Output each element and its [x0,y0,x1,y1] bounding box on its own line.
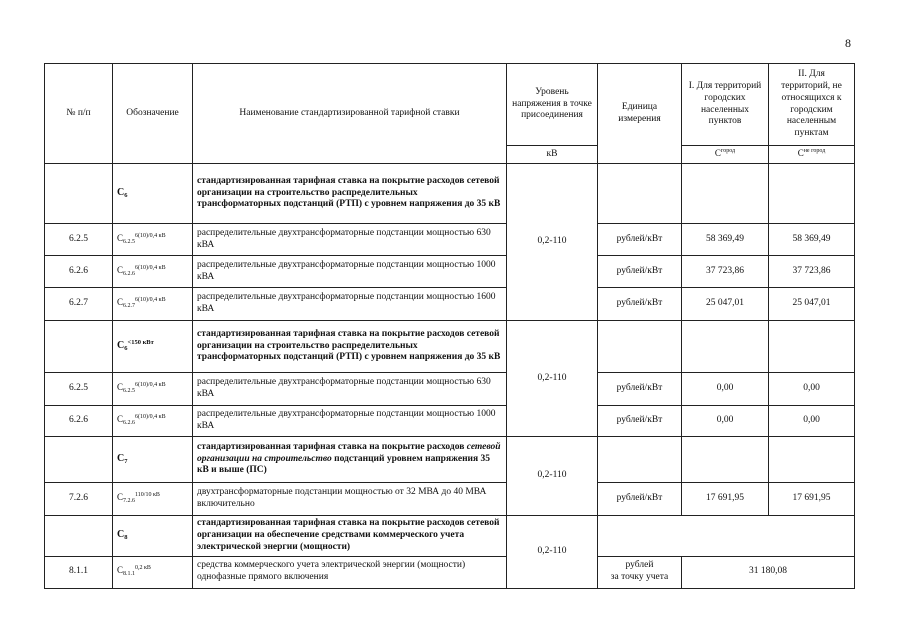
section-title: стандартизированная тарифная ставка на покрытие расходов сетевой организации на строительство распределительных трансформаторных подстанций (РТП) с уровнем напряжения до 35 кВ [193,321,507,373]
header-city: I. Для территорий городских населенных пунктов [682,64,769,146]
row-name: распределительные двухтрансформаторные подстанции мощностью 630 кВА [193,373,507,406]
row-name: распределительные двухтрансформаторные подстанции мощностью 630 кВА [193,224,507,256]
row-city-value: 0,00 [682,406,769,437]
section-code: $С_6^{<150 кВт}$ [113,321,193,373]
row-num: 6.2.5 [45,373,113,406]
row-unit: рублей за точку учета [598,556,682,588]
section-title: стандартизированная тарифная ставка на покрытие расходов сетевой организации на строительство распределительных трансформаторных подстанций (РТП) с уровнем напряжения до 35 кВ [193,164,507,224]
row-name: двухтрансформаторные подстанции мощностью от 32 МВА до 40 МВА включительно [193,483,507,516]
header-num: № п/п [45,64,113,164]
row-rural-value: 58 369,49 [769,224,855,256]
table-row [45,373,855,406]
header-unit: Единица измерения [598,64,682,164]
section-header-row [45,321,855,373]
row-name: распределительные двухтрансформаторные подстанции мощностью 1000 кВА [193,256,507,288]
voltage-unit: кВ [507,146,598,164]
section-code: $С_8$ [113,516,193,557]
row-unit: рублей/кВт [598,406,682,437]
voltage-cell: 0,2-110 [507,437,598,516]
table-row [45,256,855,288]
section-header-row [45,164,855,224]
row-code: $С_{6.2.6}^{6(10)/0,4 кВ}$ [113,256,193,288]
rural-symbol: $C^{не город}$ [769,146,855,164]
row-num: 7.2.6 [45,483,113,516]
row-rural-value: 0,00 [769,373,855,406]
section-code: $С_7$ [113,437,193,483]
row-rural-value: 37 723,86 [769,256,855,288]
row-num: 6.2.6 [45,406,113,437]
row-rural-value: 25 047,01 [769,288,855,321]
row-city-value: 25 047,01 [682,288,769,321]
section-title: стандартизированная тарифная ставка на покрытие расходов сетевой организации на обеспечение средствами коммерческого учета электрической энергии (мощности) [193,516,507,557]
row-unit: рублей/кВт [598,224,682,256]
row-unit: рублей/кВт [598,483,682,516]
table-row [45,288,855,321]
row-name: распределительные двухтрансформаторные подстанции мощностью 1000 кВА [193,406,507,437]
row-rural-value: 0,00 [769,406,855,437]
section-title: стандартизированная тарифная ставка на покрытие расходов сетевой организации на строительство подстанций уровнем напряжения 35 кВ и выше (ПС) [193,437,507,483]
row-num: 6.2.7 [45,288,113,321]
table-row [45,224,855,256]
voltage-cell: 0,2-110 [507,516,598,589]
row-code: $С_{6.2.7}^{6(10)/0,4 кВ}$ [113,288,193,321]
page-number: 8 [845,36,851,50]
row-value: 31 180,08 [682,556,855,588]
section-code: $С_6$ [113,164,193,224]
row-unit: рублей/кВт [598,256,682,288]
row-code: $С_{6.2.5}^{6(10)/0,4 кВ}$ [113,224,193,256]
header-code: Обозначение [113,64,193,164]
section-header-row [45,516,855,557]
header-name: Наименование стандартизированной тарифной ставки [193,64,507,164]
table-row [45,406,855,437]
row-city-value: 0,00 [682,373,769,406]
row-unit: рублей/кВт [598,288,682,321]
row-code: $С_{6.2.5}^{6(10)/0,4 кВ}$ [113,373,193,406]
city-symbol: $C^{город}$ [682,146,769,164]
tariff-table [44,63,855,589]
header-row [45,64,855,146]
row-name: средства коммерческого учета электрической энергии (мощности) однофазные прямого включения [193,556,507,588]
row-code: $С_{8.1.1}^{0,2 кВ}$ [113,556,193,588]
section-header-row [45,437,855,483]
row-name: распределительные двухтрансформаторные подстанции мощностью 1600 кВА [193,288,507,321]
row-num: 6.2.5 [45,224,113,256]
table-row [45,483,855,516]
header-rural: II. Для территорий, не относящихся к городским населенным пунктам [769,64,855,146]
row-city-value: 17 691,95 [682,483,769,516]
row-num: 6.2.6 [45,256,113,288]
row-rural-value: 17 691,95 [769,483,855,516]
table-row [45,556,855,588]
row-city-value: 37 723,86 [682,256,769,288]
voltage-cell: 0,2-110 [507,164,598,321]
header-voltage: Уровень напряжения в точке присоединения [507,64,598,146]
row-unit: рублей/кВт [598,373,682,406]
row-code: $С_{7.2.6}^{110/10 кВ}$ [113,483,193,516]
row-num: 8.1.1 [45,556,113,588]
row-code: $С_{6.2.6}^{6(10)/0,4 кВ}$ [113,406,193,437]
row-city-value: 58 369,49 [682,224,769,256]
voltage-cell: 0,2-110 [507,321,598,437]
